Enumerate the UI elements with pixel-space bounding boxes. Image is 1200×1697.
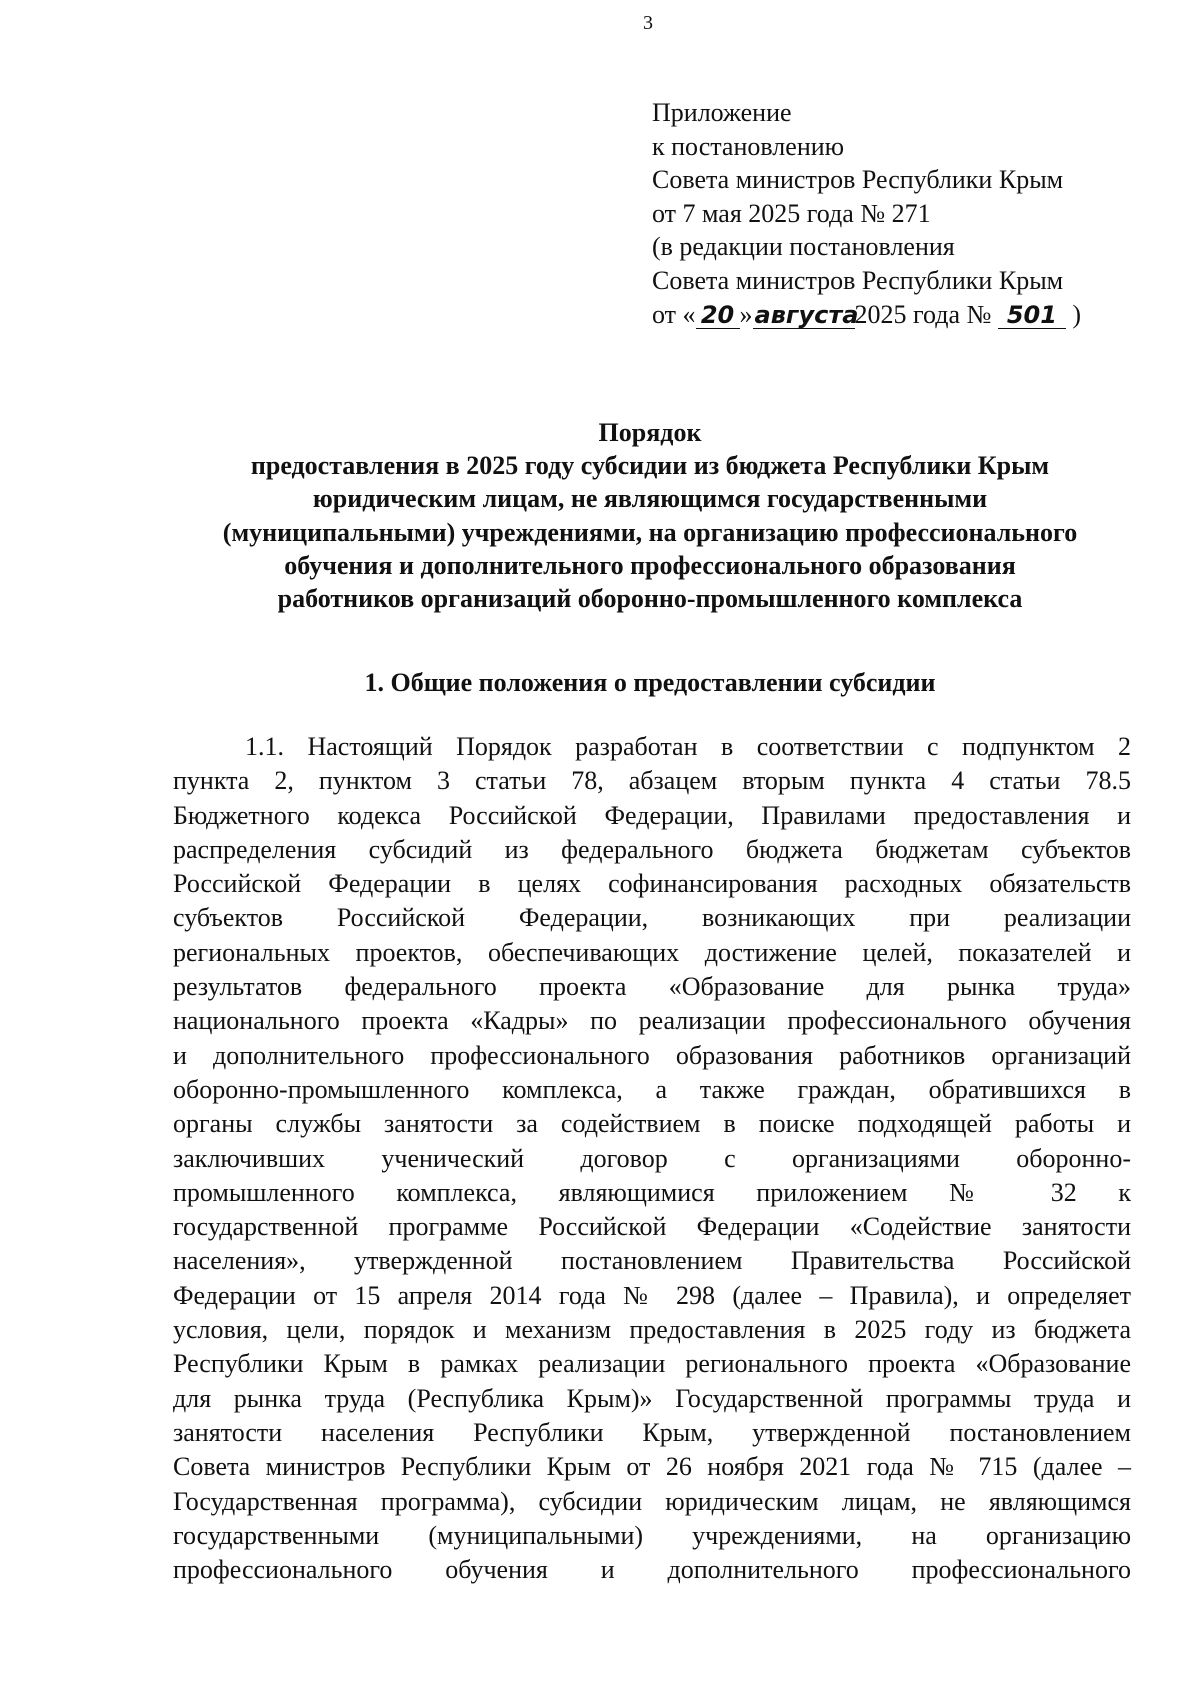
- date-year: 2025 года №: [854, 299, 992, 329]
- body-line: субъектов Российской Федерации, возникающих при реализации: [173, 903, 1131, 933]
- body-line: профессионального обучения и дополнительного профессионального: [173, 1555, 1131, 1585]
- body-line: Федерации от 15 апреля 2014 года № 298 (далее – Правила), и определяет: [173, 1280, 1131, 1310]
- body-line: и дополнительного профессионального образования работников организаций: [173, 1040, 1131, 1070]
- annex-line: (в редакции постановления: [652, 232, 955, 262]
- handwritten-day: 20: [696, 302, 740, 329]
- handwritten-month: августа: [754, 300, 859, 329]
- annex-line: к постановлению: [652, 131, 845, 161]
- date-suffix: ): [1072, 299, 1082, 329]
- page-number: 3: [643, 12, 653, 34]
- annex-line: Совета министров Республики Крым: [652, 265, 1064, 295]
- title-line: обучения и дополнительного профессионального образования: [284, 550, 1016, 580]
- body-line: 1.1. Настоящий Порядок разработан в соответствии с подпунктом 2: [245, 732, 1131, 761]
- title-line: Порядок: [598, 418, 702, 447]
- section-heading: 1. Общие положения о предоставлении субсидии: [364, 668, 936, 697]
- document-title: [120, 416, 1180, 615]
- annex-line: Совета министров Республики Крым: [652, 165, 1064, 195]
- body-line: оборонно-промышленного комплекса, а также граждан, обратившихся в: [173, 1074, 1131, 1104]
- body-line: Республики Крым в рамках реализации регионального проекта «Образование: [173, 1349, 1131, 1379]
- body-line: Государственная программа), субсидии юридическим лицам, не являющимся: [173, 1486, 1131, 1516]
- body-line: Совета министров Республики Крым от 26 ноября 2021 года № 715 (далее –: [173, 1452, 1131, 1482]
- body-line: пункта 2, пунктом 3 статьи 78, абзацем вторым пункта 4 статьи 78.5: [173, 766, 1131, 796]
- annex-line: Приложение: [652, 98, 792, 127]
- title-line: работников организаций оборонно-промышленного комплекса: [277, 584, 1023, 614]
- annex-line: от 7 мая 2025 года № 271: [652, 198, 931, 228]
- title-line: предоставления в 2025 году субсидии из бюджета Республики Крым: [250, 451, 1050, 481]
- title-line: юридическим лицам, не являющимся государственными: [312, 484, 988, 514]
- body-paragraph: [173, 730, 1131, 1587]
- body-line: заключивших ученический договор с организациями оборонно-: [173, 1143, 1131, 1173]
- body-line: результатов федерального проекта «Образование для рынка труда»: [173, 972, 1131, 1002]
- body-line: распределения субсидий из федерального бюджета бюджетам субъектов: [173, 834, 1131, 864]
- body-line: государственной программе Российской Федерации «Содействие занятости: [173, 1212, 1131, 1242]
- body-line: государственными (муниципальными) учреждениями, на организацию: [173, 1520, 1131, 1550]
- date-mid: »: [739, 299, 753, 329]
- body-line: занятости населения Республики Крым, утвержденной постановлением: [173, 1417, 1131, 1447]
- handwritten-number: 501: [998, 302, 1066, 329]
- body-line: Российской Федерации в целях софинансирования расходных обязательств: [173, 869, 1131, 899]
- body-line: Бюджетного кодекса Российской Федерации, Правилами предоставления и: [173, 800, 1131, 830]
- date-prefix: от «: [652, 299, 696, 329]
- body-line: промышленного комплекса, являющимися приложением № 32 к: [173, 1177, 1131, 1207]
- body-line: для рынка труда (Республика Крым)» Государственной программы труда и: [173, 1383, 1131, 1413]
- body-line: национального проекта «Кадры» по реализации профессионального обучения: [173, 1006, 1131, 1036]
- annex-date-line: [652, 298, 1081, 332]
- title-line: (муниципальными) учреждениями, на организацию профессионального: [222, 517, 1078, 547]
- body-line: населения», утвержденной постановлением Правительства Российской: [173, 1246, 1131, 1276]
- body-line: условия, цели, порядок и механизм предоставления в 2025 году из бюджета: [173, 1315, 1131, 1345]
- annex-block: [652, 96, 1081, 331]
- body-line: региональных проектов, обеспечивающих достижение целей, показателей и: [173, 937, 1131, 967]
- body-line: органы службы занятости за содействием в поиске подходящей работы и: [173, 1109, 1131, 1139]
